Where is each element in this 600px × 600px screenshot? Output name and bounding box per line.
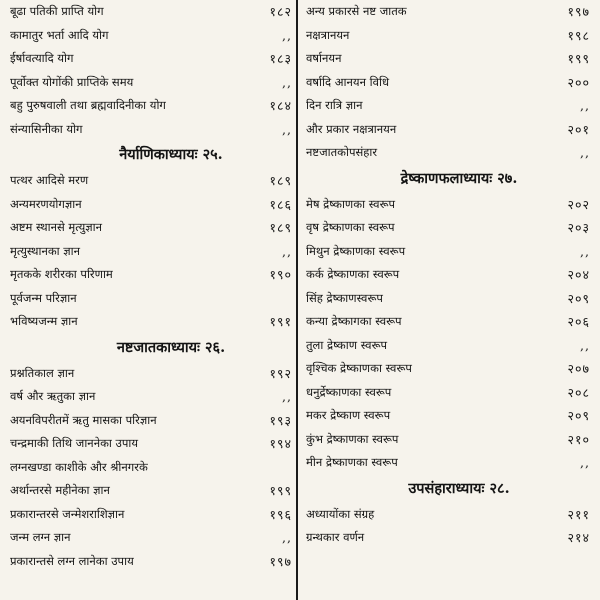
index-entry bbox=[304, 0, 590, 24]
index-entry bbox=[10, 118, 292, 142]
index-entry bbox=[304, 47, 590, 71]
left-index-column bbox=[10, 0, 292, 573]
column-divider bbox=[296, 0, 298, 600]
index-entry bbox=[304, 118, 590, 142]
index-entry bbox=[304, 24, 590, 48]
entry-page-number: २०० bbox=[567, 74, 590, 90]
index-entry bbox=[10, 550, 292, 574]
entry-title: बहु पुरुषवाली तथा ब्रह्मवादिनीका योग bbox=[10, 98, 166, 112]
index-entry bbox=[304, 216, 590, 240]
entry-page-number: ,, bbox=[282, 74, 292, 90]
entry-page-number: २०३ bbox=[567, 220, 590, 235]
entry-page-number: १८४ bbox=[269, 98, 292, 113]
entry-title: भविष्यजन्म ज्ञान bbox=[10, 314, 78, 328]
entry-page-number: २०१ bbox=[567, 121, 590, 137]
entry-page-number: १९६ bbox=[269, 506, 292, 522]
entry-page-number: १९२ bbox=[269, 365, 292, 381]
entry-page-number: ,, bbox=[580, 337, 590, 353]
entry-page-number: २०९ bbox=[567, 408, 590, 423]
entry-title: जन्म लग्न ज्ञान bbox=[10, 530, 71, 544]
entry-title: अध्यायोंका संग्रह bbox=[306, 506, 375, 521]
entry-page-number: १९३ bbox=[269, 412, 292, 428]
index-entry bbox=[304, 263, 590, 287]
chapter-heading-text: नैर्याणिकाध्यायः २५. bbox=[119, 146, 223, 163]
entry-title: ग्रन्थकार वर्णन bbox=[306, 530, 365, 544]
index-entry bbox=[10, 385, 292, 409]
index-entry bbox=[304, 428, 590, 452]
entry-page-number: २०८ bbox=[567, 384, 590, 400]
index-entry bbox=[304, 404, 590, 428]
entry-page-number: २११ bbox=[567, 506, 590, 522]
entry-page-number: ,, bbox=[580, 98, 590, 113]
index-entry bbox=[10, 503, 292, 527]
entry-title: दिन रात्रि ज्ञान bbox=[306, 98, 363, 112]
entry-title: अयनविपरीतमें ऋतु मासका परिज्ञान bbox=[10, 412, 157, 427]
index-entry bbox=[304, 141, 590, 165]
entry-page-number: २०२ bbox=[567, 196, 590, 212]
entry-title: अष्टम स्थानसे मृत्युज्ञान bbox=[10, 220, 103, 234]
entry-title: नक्षत्रानयन bbox=[306, 27, 350, 42]
entry-page-number: १८९ bbox=[269, 173, 292, 188]
entry-title: वृष द्रेष्काणका स्वरूप bbox=[306, 220, 395, 234]
entry-title: तुला द्रेष्काण स्वरूप bbox=[306, 337, 388, 352]
index-entry bbox=[10, 263, 292, 287]
entry-page-number: १८६ bbox=[269, 196, 292, 212]
entry-page-number: १९७ bbox=[269, 553, 292, 569]
entry-page-number: २०४ bbox=[567, 267, 590, 282]
entry-title: कुंभ द्रेष्काणका स्वरूप bbox=[306, 431, 399, 446]
index-entry bbox=[10, 456, 292, 480]
entry-page-number: ,, bbox=[282, 243, 292, 259]
index-entry bbox=[10, 47, 292, 71]
entry-title: मेष द्रेष्काणका स्वरूप bbox=[306, 196, 396, 211]
entry-page-number: ,, bbox=[580, 243, 590, 259]
chapter-heading bbox=[304, 165, 590, 193]
entry-page-number: १९९ bbox=[269, 483, 292, 498]
chapter-heading-text: उपसंहाराध्यायः २८. bbox=[408, 479, 510, 497]
entry-title: धनुर्द्रेष्काणका स्वरूप bbox=[306, 384, 392, 399]
entry-title: मृत्युस्थानका ज्ञान bbox=[10, 243, 81, 258]
right-index-column bbox=[304, 0, 590, 550]
index-entry bbox=[10, 362, 292, 386]
entry-title: मृतकके शरीरका परिणाम bbox=[10, 267, 113, 281]
index-entry bbox=[304, 193, 590, 217]
entry-title: मीन द्रेष्काणका स्वरूप bbox=[306, 455, 398, 469]
entry-title: वृश्चिक द्रेष्काणका स्वरूप bbox=[306, 361, 412, 375]
entry-page-number: ,, bbox=[282, 389, 292, 404]
entry-page-number: २०७ bbox=[567, 361, 590, 376]
entry-title: वर्षादि आनयन विधि bbox=[306, 74, 390, 89]
chapter-heading bbox=[304, 475, 590, 503]
entry-page-number: २१४ bbox=[567, 530, 590, 545]
index-entry bbox=[10, 193, 292, 217]
entry-title: मिथुन द्रेष्काणका स्वरूप bbox=[306, 243, 406, 258]
index-entry bbox=[304, 334, 590, 358]
entry-title: अन्य प्रकारसे नष्ट जातक bbox=[306, 4, 407, 18]
entry-page-number: १८९ bbox=[269, 220, 292, 235]
index-entry bbox=[10, 479, 292, 503]
entry-title: सिंह द्रेष्काणस्वरूप bbox=[306, 290, 383, 305]
entry-page-number: ,, bbox=[580, 455, 590, 470]
entry-title: प्रश्नतिकाल ज्ञान bbox=[10, 365, 75, 380]
entry-page-number: ,, bbox=[580, 145, 590, 160]
entry-title: संन्यासिनीका योग bbox=[10, 121, 83, 136]
index-entry bbox=[10, 24, 292, 48]
entry-title: कामातुर भर्ता आदि योग bbox=[10, 27, 109, 42]
entry-page-number: १८२ bbox=[269, 4, 292, 19]
index-entry bbox=[304, 451, 590, 475]
entry-page-number: १९० bbox=[269, 267, 292, 282]
index-entry bbox=[304, 94, 590, 118]
entry-title: पत्थर आदिसे मरण bbox=[10, 173, 89, 187]
entry-title: कर्क द्रेष्काणका स्वरूप bbox=[306, 267, 400, 281]
entry-title: और प्रकार नक्षत्रानयन bbox=[306, 121, 397, 136]
entry-title: वर्षानयन bbox=[306, 51, 342, 65]
index-entry bbox=[304, 310, 590, 334]
entry-title: अर्थान्तरसे महीनेका ज्ञान bbox=[10, 483, 110, 497]
entry-page-number: १९४ bbox=[269, 436, 292, 451]
entry-title: प्रकारान्तरसे जन्मेशराशिज्ञान bbox=[10, 506, 125, 521]
entry-page-number: १९७ bbox=[567, 4, 590, 19]
entry-title: पूर्वोक्त योगोंकी प्राप्तिके समय bbox=[10, 74, 134, 89]
index-entry bbox=[304, 381, 590, 405]
index-entry bbox=[304, 503, 590, 527]
index-entry bbox=[10, 287, 292, 311]
index-entry bbox=[304, 526, 590, 550]
entry-page-number: २१० bbox=[567, 431, 590, 447]
entry-page-number: ,, bbox=[282, 121, 292, 137]
entry-page-number: १९८ bbox=[567, 27, 590, 43]
entry-title: नष्टजातकोपसंहार bbox=[306, 145, 378, 159]
entry-title: अन्यमरणयोगज्ञान bbox=[10, 196, 82, 211]
entry-title: प्रकारान्तसे लग्न लानेका उपाय bbox=[10, 553, 134, 568]
chapter-heading-text: द्रेष्काणफलाध्यायः २७. bbox=[400, 169, 518, 187]
entry-title: मकर द्रेष्काण स्वरूप bbox=[306, 408, 391, 422]
chapter-heading-text: नष्टजातकाध्यायः २६. bbox=[116, 338, 226, 356]
entry-page-number: ,, bbox=[282, 27, 292, 43]
chapter-heading bbox=[10, 141, 292, 169]
entry-page-number: १९१ bbox=[269, 314, 292, 329]
index-entry bbox=[10, 94, 292, 118]
index-entry bbox=[10, 216, 292, 240]
chapter-heading bbox=[10, 334, 292, 362]
entry-title: ईर्षावत्यादि योग bbox=[10, 51, 74, 65]
index-entry bbox=[304, 71, 590, 95]
entry-page-number: २०६ bbox=[567, 314, 590, 329]
entry-title: लग्नखण्डा काशीके और श्रीनगरके bbox=[10, 459, 148, 474]
index-entry bbox=[10, 0, 292, 24]
index-entry bbox=[10, 310, 292, 334]
index-entry bbox=[304, 287, 590, 311]
entry-page-number: २०९ bbox=[567, 290, 590, 306]
entry-title: पूर्वजन्म परिज्ञान bbox=[10, 290, 77, 305]
entry-page-number: १८३ bbox=[269, 51, 292, 66]
index-entry bbox=[10, 169, 292, 193]
index-entry bbox=[10, 526, 292, 550]
entry-page-number: १९९ bbox=[567, 51, 590, 66]
entry-title: कन्या द्रेष्कागका स्वरूप bbox=[306, 314, 402, 328]
entry-page-number: ,, bbox=[282, 530, 292, 545]
index-entry bbox=[10, 71, 292, 95]
entry-title: वर्ष और ऋतुका ज्ञान bbox=[10, 389, 96, 403]
index-entry bbox=[10, 240, 292, 264]
index-entry bbox=[10, 432, 292, 456]
entry-title: चन्द्रमाकी तिथि जाननेका उपाय bbox=[10, 436, 139, 450]
entry-title: बूढा पतिकी प्राप्ति योग bbox=[10, 4, 104, 18]
index-entry bbox=[304, 357, 590, 381]
index-entry bbox=[304, 240, 590, 264]
index-entry bbox=[10, 409, 292, 433]
